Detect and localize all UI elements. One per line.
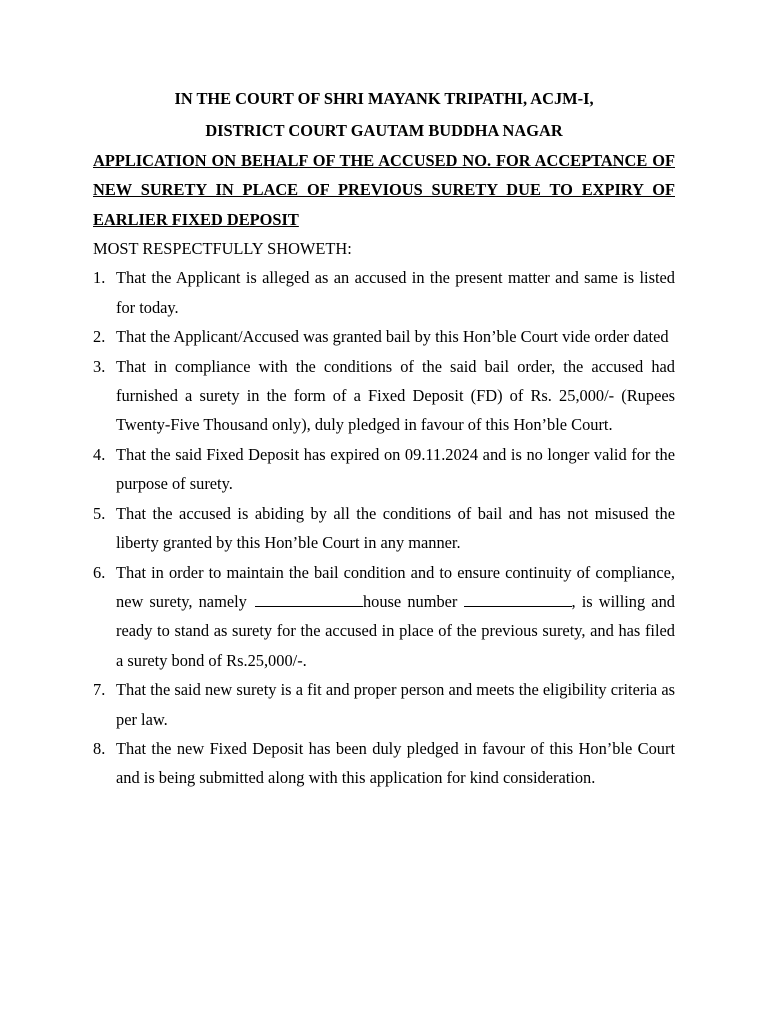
paragraph-number: 3. xyxy=(93,356,106,376)
paragraph-1 xyxy=(93,263,675,322)
surety-name-blank xyxy=(255,587,363,607)
paragraph-4 xyxy=(93,440,675,499)
court-heading: IN THE COURT OF SHRI MAYANK TRIPATHI, ACJM-I, xyxy=(174,89,594,108)
paragraph-text: That in compliance with the conditions of the said bail order, the accused had furnished a surety in the form of a Fixed Deposit (FD) of Rs. 25,000/- (Rupees Twenty-Five Thousand only), duly pledged in favour of this Hon’ble Court. xyxy=(116,356,675,435)
paragraph-7 xyxy=(93,675,675,734)
paragraph-5 xyxy=(93,499,675,558)
paragraph-text-part3: , is willing and ready to stand as surety for the accused in place of the previous surety, and has filed a surety bond of Rs.25,000/-. xyxy=(116,591,675,670)
paragraph-number: 1. xyxy=(93,268,106,288)
paragraph-6 xyxy=(93,558,675,676)
house-number-blank xyxy=(464,587,572,607)
paragraph-text-part2: house number xyxy=(362,591,458,611)
paragraph-text: That the Applicant is alleged as an accused in the present matter and same is listed for today. xyxy=(116,268,675,317)
salutation: MOST RESPECTFULLY SHOWETH: xyxy=(93,239,352,259)
paragraph-list xyxy=(93,263,675,792)
paragraph-text: That the said new surety is a fit and proper person and meets the eligibility criteria as per law. xyxy=(116,680,675,729)
paragraph-text: That the new Fixed Deposit has been duly pledged in favour of this Hon’ble Court and is being submitted along with this application for kind consideration. xyxy=(116,738,675,788)
application-subject: APPLICATION ON BEHALF OF THE ACCUSED NO. FOR ACCEPTANCE OF NEW SURETY IN PLACE OF PREVIOUS SURETY DUE TO EXPIRY OF EARLIER FIXED DEPOSIT xyxy=(93,150,675,229)
paragraph-8 xyxy=(93,734,675,793)
paragraph-number: 2. xyxy=(93,327,106,347)
paragraph-3 xyxy=(93,352,675,440)
court-location-heading: DISTRICT COURT GAUTAM BUDDHA NAGAR xyxy=(205,121,563,141)
paragraph-number: 7. xyxy=(93,680,106,700)
paragraph-number: 5. xyxy=(93,503,106,523)
document-page xyxy=(93,84,675,793)
paragraph-number: 6. xyxy=(93,562,106,582)
paragraph-text-part1: That in order to maintain the bail condition and to ensure continuity of compliance, new surety, namely xyxy=(116,562,675,611)
paragraph-text: That the accused is abiding by all the conditions of bail and has not misused the liberty granted by this Hon’ble Court in any manner. xyxy=(116,503,675,553)
paragraph-number: 4. xyxy=(93,444,106,464)
paragraph-number: 8. xyxy=(93,738,106,758)
paragraph-2 xyxy=(93,322,675,351)
paragraph-text: That the Applicant/Accused was granted bail by this Hon’ble Court vide order dated xyxy=(116,327,669,347)
paragraph-text: That the said Fixed Deposit has expired on 09.11.2024 and is no longer valid for the purpose of surety. xyxy=(116,444,675,494)
